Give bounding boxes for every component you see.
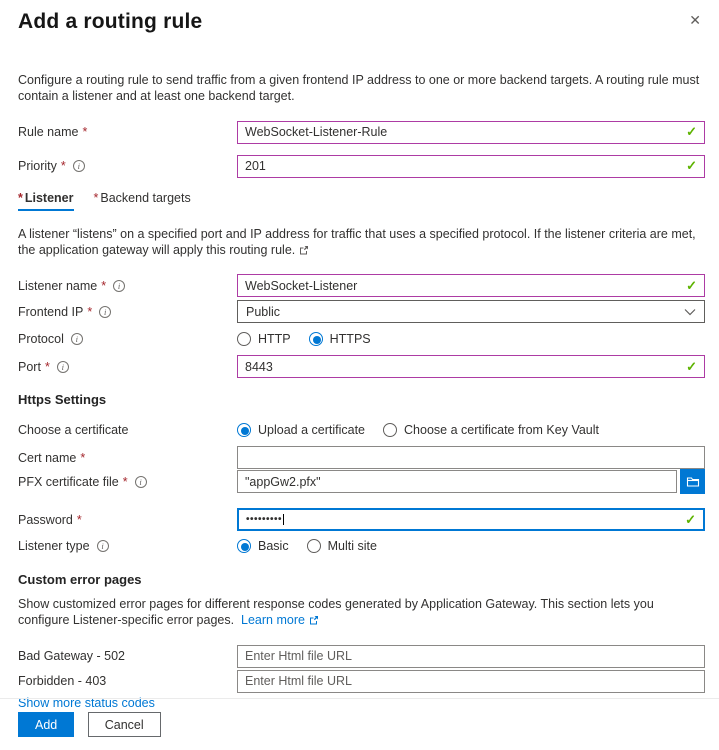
- label-text: Password: [18, 512, 73, 527]
- priority-textbox: [237, 155, 705, 178]
- text-cursor: [283, 514, 284, 525]
- dialog-titlebar: [0, 0, 719, 34]
- rule-name-row: [0, 121, 719, 144]
- info-icon[interactable]: i: [73, 160, 85, 172]
- tab-listener[interactable]: [18, 191, 74, 211]
- priority-label: [18, 159, 237, 173]
- pfx-file-label: [18, 475, 237, 489]
- cert-name-input[interactable]: [238, 447, 704, 468]
- radio-label: Choose a certificate from Key Vault: [404, 423, 600, 437]
- info-icon[interactable]: i: [71, 333, 83, 345]
- cert-name-textbox: [237, 446, 705, 469]
- forbidden-textbox: [237, 670, 705, 693]
- external-link-icon: [309, 615, 319, 625]
- required-asterisk: *: [87, 304, 93, 319]
- forbidden-label: [18, 674, 237, 688]
- learn-more-link[interactable]: Learn more: [241, 613, 305, 628]
- priority-row: [0, 155, 719, 178]
- priority-input[interactable]: [238, 156, 686, 177]
- frontend-ip-label: [18, 305, 237, 319]
- label-text: Bad Gateway - 502: [18, 649, 126, 663]
- radio-circle: [309, 332, 323, 346]
- intro-text: Configure a routing rule to send traffic from a given frontend IP address to one or more backend targets. A routing rule must contain a listener and at least one backend target.: [18, 73, 700, 104]
- cert-name-label: [18, 451, 237, 465]
- rule-name-textbox: [237, 121, 705, 144]
- forbidden-row: [0, 670, 719, 693]
- label-text: Protocol: [18, 332, 64, 346]
- bad-gateway-label: [18, 649, 237, 663]
- rule-name-input[interactable]: [238, 122, 686, 143]
- radio-key-vault-certificate[interactable]: [383, 423, 599, 437]
- frontend-ip-select[interactable]: [237, 300, 705, 323]
- rule-name-label: [18, 125, 237, 139]
- label-text: Rule name: [18, 125, 79, 139]
- label-text: Choose a certificate: [18, 423, 129, 437]
- info-icon[interactable]: i: [97, 540, 109, 552]
- pfx-file-textbox: [237, 470, 677, 493]
- password-textbox: [237, 508, 705, 531]
- valid-check-icon: ✓: [686, 124, 697, 139]
- listener-description: [18, 226, 703, 259]
- radio-circle: [307, 539, 321, 553]
- tab-label: Backend targets: [100, 190, 191, 205]
- tab-bar: [18, 191, 719, 211]
- radio-multi-site[interactable]: [307, 539, 377, 553]
- radio-upload-certificate[interactable]: [237, 423, 365, 437]
- label-text: Cert name: [18, 450, 77, 465]
- required-asterisk: *: [60, 159, 66, 173]
- description-text: Show customized error pages for different response codes generated by Application Gateway. This section lets you configure Listener-specific error pages.: [18, 597, 654, 628]
- required-asterisk: *: [76, 512, 82, 527]
- choose-certificate-row: [0, 420, 719, 440]
- required-asterisk: *: [44, 359, 50, 374]
- dialog-footer: [0, 695, 719, 750]
- required-asterisk: *: [18, 190, 23, 205]
- folder-icon: [686, 476, 700, 488]
- custom-error-pages-heading: Custom error pages: [18, 572, 142, 587]
- listener-type-row: [0, 536, 719, 556]
- valid-check-icon: ✓: [686, 158, 697, 173]
- info-icon[interactable]: i: [99, 306, 111, 318]
- valid-check-icon: ✓: [686, 277, 697, 293]
- listener-type-label: [18, 539, 237, 553]
- port-label: [18, 360, 237, 374]
- radio-http[interactable]: [237, 332, 291, 346]
- label-text: Frontend IP: [18, 304, 84, 319]
- listener-name-row: [0, 274, 719, 297]
- port-textbox: [237, 355, 705, 378]
- label-text: Listener type: [18, 539, 90, 553]
- https-settings-heading: Https Settings: [18, 392, 107, 407]
- listener-name-input[interactable]: [238, 275, 686, 296]
- bad-gateway-input[interactable]: [238, 646, 704, 667]
- tab-label: Listener: [24, 190, 74, 205]
- port-input[interactable]: [238, 356, 686, 377]
- bad-gateway-row: [0, 645, 719, 668]
- valid-check-icon: ✓: [686, 358, 697, 374]
- custom-error-pages-description: [18, 596, 703, 629]
- pfx-file-input[interactable]: [238, 471, 676, 492]
- forbidden-input[interactable]: [238, 671, 704, 692]
- radio-circle: [237, 332, 251, 346]
- radio-label: HTTPS: [329, 332, 371, 346]
- valid-check-icon: ✓: [685, 511, 696, 527]
- info-icon[interactable]: i: [113, 280, 125, 292]
- required-asterisk: *: [101, 278, 107, 293]
- label-text: PFX certificate file: [18, 474, 119, 489]
- protocol-row: [0, 329, 719, 349]
- radio-label: Basic: [258, 539, 289, 553]
- pfx-file-row: [0, 469, 719, 494]
- description-text: A listener “listens” on a specified port and IP address for traffic that uses a specified protocol. If the listener criteria are met, the application gateway will apply this routing rule.: [18, 226, 696, 257]
- required-asterisk: *: [82, 125, 88, 139]
- required-asterisk: *: [93, 190, 99, 205]
- label-text: Priority: [18, 159, 57, 173]
- label-text: Port: [18, 359, 41, 374]
- radio-label: Multi site: [327, 539, 377, 553]
- label-text: Forbidden - 403: [18, 674, 107, 688]
- frontend-ip-row: [0, 300, 719, 323]
- tab-backend-targets[interactable]: [94, 191, 191, 211]
- add-button[interactable]: Add: [18, 712, 74, 737]
- choose-certificate-label: [18, 423, 237, 437]
- required-asterisk: *: [122, 474, 128, 489]
- info-icon[interactable]: i: [57, 361, 69, 373]
- page-title: Add a routing rule: [18, 10, 203, 33]
- protocol-label: [18, 332, 237, 346]
- radio-label: HTTP: [258, 332, 291, 346]
- selected-option: Public: [246, 304, 281, 319]
- cancel-button[interactable]: Cancel: [88, 712, 161, 737]
- radio-circle: [237, 423, 251, 437]
- show-more-status-codes-link[interactable]: Show more status codes: [18, 695, 155, 710]
- port-row: [0, 355, 719, 378]
- listener-name-label: [18, 279, 237, 293]
- close-icon[interactable]: ✕: [689, 12, 701, 28]
- label-text: Listener name: [18, 278, 98, 293]
- external-link-icon: [299, 245, 309, 255]
- radio-label: Upload a certificate: [258, 423, 366, 437]
- browse-file-button[interactable]: [680, 469, 705, 494]
- radio-basic[interactable]: [237, 539, 289, 553]
- password-label: [18, 513, 237, 527]
- password-row: [0, 508, 719, 531]
- password-input[interactable]: [239, 510, 685, 529]
- cert-name-row: [0, 446, 719, 469]
- radio-https[interactable]: [309, 332, 371, 346]
- radio-circle: [383, 423, 397, 437]
- chevron-down-icon: [684, 308, 704, 316]
- listener-name-textbox: [237, 274, 705, 297]
- required-asterisk: *: [80, 450, 86, 465]
- radio-circle: [237, 539, 251, 553]
- bad-gateway-textbox: [237, 645, 705, 668]
- info-icon[interactable]: i: [135, 476, 147, 488]
